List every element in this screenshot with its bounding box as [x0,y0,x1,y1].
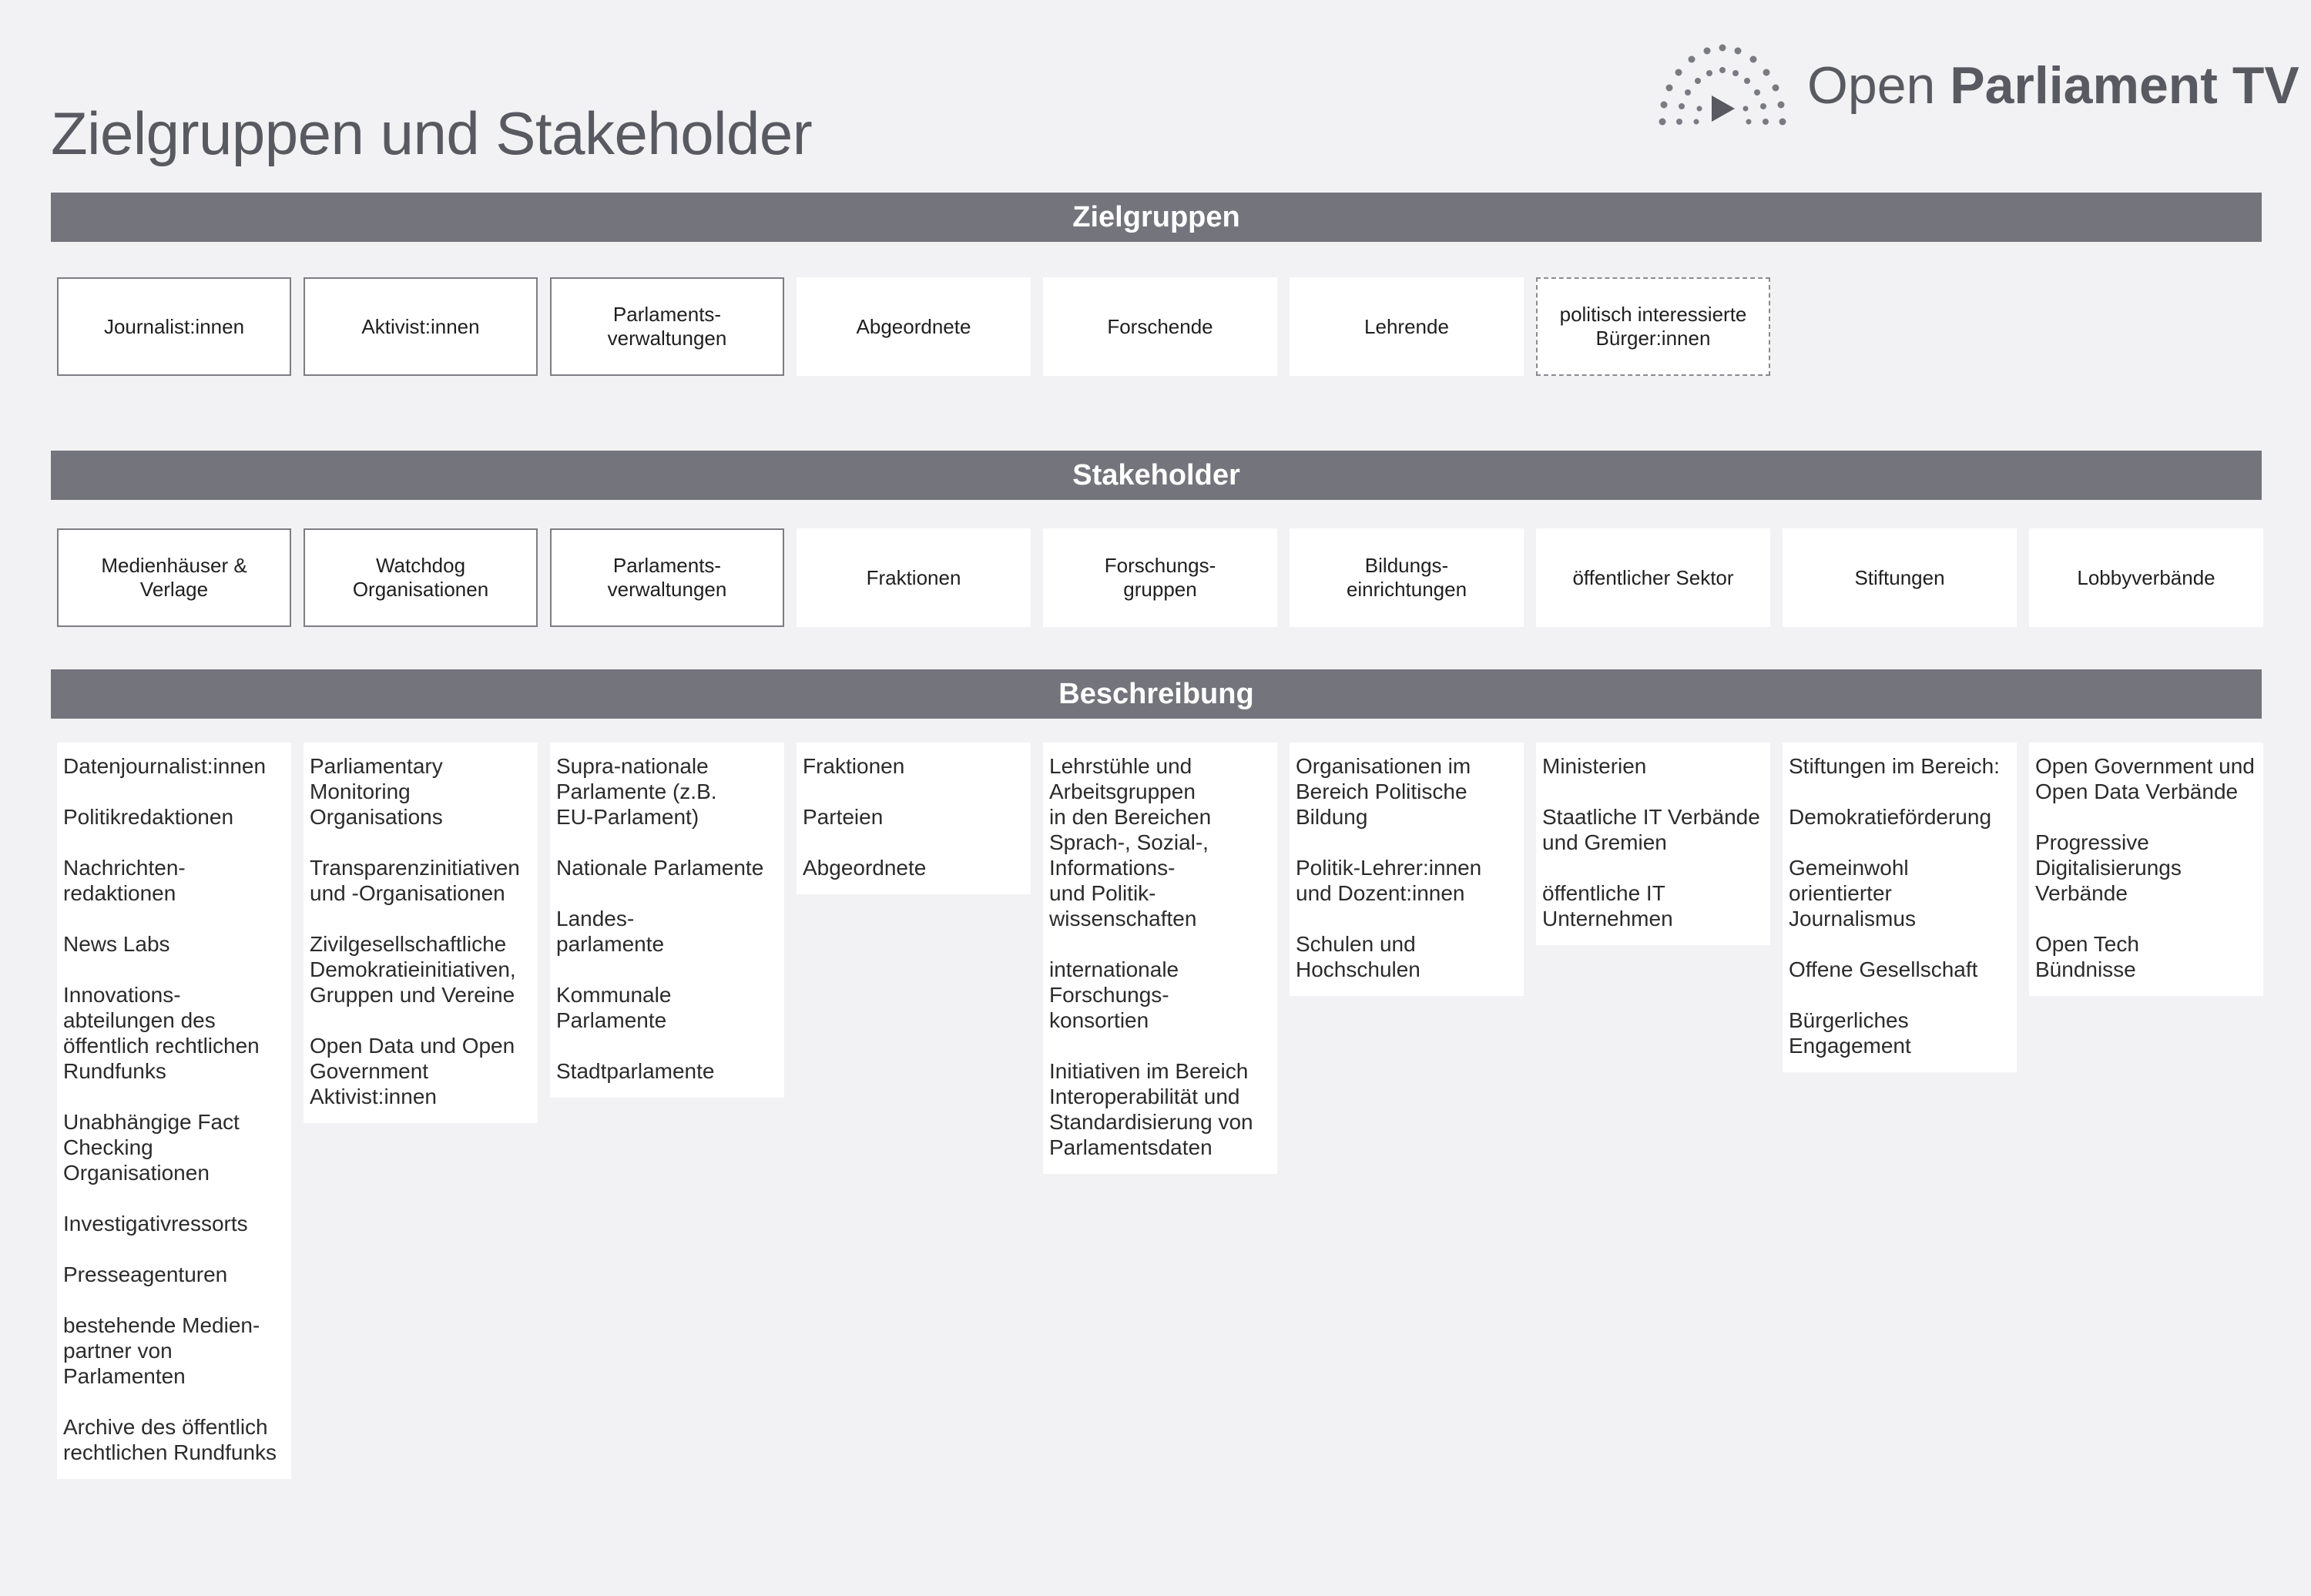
beschreibung-column [1043,743,1277,1174]
logo-text-bold: Parliament TV [1950,56,2299,115]
beschreibung-item: Landes- parlamente [556,907,665,956]
beschreibung-item: Open Government und Open Data Verbände [2035,754,2255,803]
beschreibung-item: Archive des öffentlich rechtlichen Rundfunks [63,1415,277,1464]
beschreibung-item: Parliamentary Monitoring Organisations [310,754,443,829]
stakeholder-card: Watchdog Organisationen [304,528,538,627]
stakeholder-card: Forschungs- gruppen [1043,528,1277,627]
stakeholder-card: Medienhäuser & Verlage [57,528,291,627]
beschreibung-item: Ministerien [1542,754,1647,778]
beschreibung-item: Lehrstühle und Arbeitsgruppen in den Bereichen Sprach-, Sozial-, Informations- und Politik- wissenschaften [1049,754,1212,930]
beschreibung-item: Politik-Lehrer:innen und Dozent:innen [1296,856,1482,905]
logo-text [1807,56,2299,115]
beschreibung-column [57,743,291,1479]
beschreibung-row [57,743,2263,1479]
beschreibung-column [1536,743,1770,945]
beschreibung-item: Open Tech Bündnisse [2035,932,2139,981]
logo-text-regular: Open [1807,56,1950,115]
beschreibung-item: Bürgerliches Engagement [1789,1008,1911,1058]
open-parliament-tv-logo [1656,35,2299,136]
zielgruppen-card: Lehrende [1290,277,1524,376]
beschreibung-item: Staatliche IT Verbände und Gremien [1542,805,1760,854]
stakeholder-card: Parlaments- verwaltungen [550,528,784,627]
beschreibung-item: Organisationen im Bereich Politische Bildung [1296,754,1471,829]
beschreibung-item: Datenjournalist:innen [63,754,267,778]
zielgruppen-card: Journalist:innen [57,277,291,376]
zielgruppen-header: Zielgruppen [51,193,2262,242]
beschreibung-column [304,743,538,1123]
beschreibung-item: Stiftungen im Bereich: [1789,754,2000,778]
beschreibung-item: Kommunale Parlamente [556,983,672,1032]
beschreibung-item: Supra-nationale Parlamente (z.B. EU-Parlament) [556,754,717,829]
beschreibung-column [2029,743,2263,996]
beschreibung-item: Transparenzinitiativen und -Organisationen [310,856,520,905]
beschreibung-column [797,743,1031,894]
beschreibung-item: Abgeordnete [803,856,927,880]
beschreibung-item: bestehende Medien- partner von Parlamenten [63,1313,260,1388]
beschreibung-item: öffentliche IT Unternehmen [1542,881,1673,930]
zielgruppen-row [57,277,1770,376]
page-title: Zielgruppen und Stakeholder [51,99,813,168]
stakeholder-card: Stiftungen [1783,528,2017,627]
beschreibung-item: Progressive Digitalisierungs Verbände [2035,830,2182,905]
beschreibung-item: Stadtparlamente [556,1059,715,1083]
beschreibung-item: Gemeinwohl orientierter Journalismus [1789,856,1916,930]
beschreibung-item: Unabhängige Fact Checking Organisationen [63,1110,240,1185]
beschreibung-column [1783,743,2017,1072]
beschreibung-item: Fraktionen [803,754,905,778]
beschreibung-item: Offene Gesellschaft [1789,957,1978,981]
beschreibung-item: Zivilgesellschaftliche Demokratieinitiativen, Gruppen und Vereine [310,932,516,1007]
zielgruppen-card: Parlaments- verwaltungen [550,277,784,376]
beschreibung-header: Beschreibung [51,669,2262,719]
stakeholder-card: öffentlicher Sektor [1536,528,1770,627]
zielgruppen-card: politisch interessierte Bürger:innen [1536,277,1770,376]
beschreibung-item: Investigativressorts [63,1212,248,1236]
stakeholder-row [57,528,2263,627]
zielgruppen-card: Forschende [1043,277,1277,376]
beschreibung-item: Nationale Parlamente [556,856,764,880]
stakeholder-card: Fraktionen [797,528,1031,627]
beschreibung-item: Demokratieförderung [1789,805,1992,829]
beschreibung-item: Innovations- abteilungen des öffentlich rechtlichen Rundfunks [63,983,260,1083]
parliament-play-icon [1656,35,1789,136]
zielgruppen-card: Aktivist:innen [304,277,538,376]
beschreibung-item: Politikredaktionen [63,805,234,829]
beschreibung-column [550,743,784,1098]
beschreibung-item: Open Data und Open Government Aktivist:innen [310,1034,515,1108]
zielgruppen-card: Abgeordnete [797,277,1031,376]
beschreibung-item: News Labs [63,932,170,956]
beschreibung-item: Presseagenturen [63,1262,228,1286]
beschreibung-column [1290,743,1524,996]
beschreibung-item: Initiativen im Bereich Interoperabilität und Standardisierung von Parlamentsdaten [1049,1059,1253,1159]
beschreibung-item: Parteien [803,805,884,829]
beschreibung-item: Schulen und Hochschulen [1296,932,1420,981]
beschreibung-item: internationale Forschungs- konsortien [1049,957,1179,1032]
stakeholder-card: Lobbyverbände [2029,528,2263,627]
stakeholder-header: Stakeholder [51,451,2262,500]
stakeholder-card: Bildungs- einrichtungen [1290,528,1524,627]
beschreibung-item: Nachrichten- redaktionen [63,856,186,905]
